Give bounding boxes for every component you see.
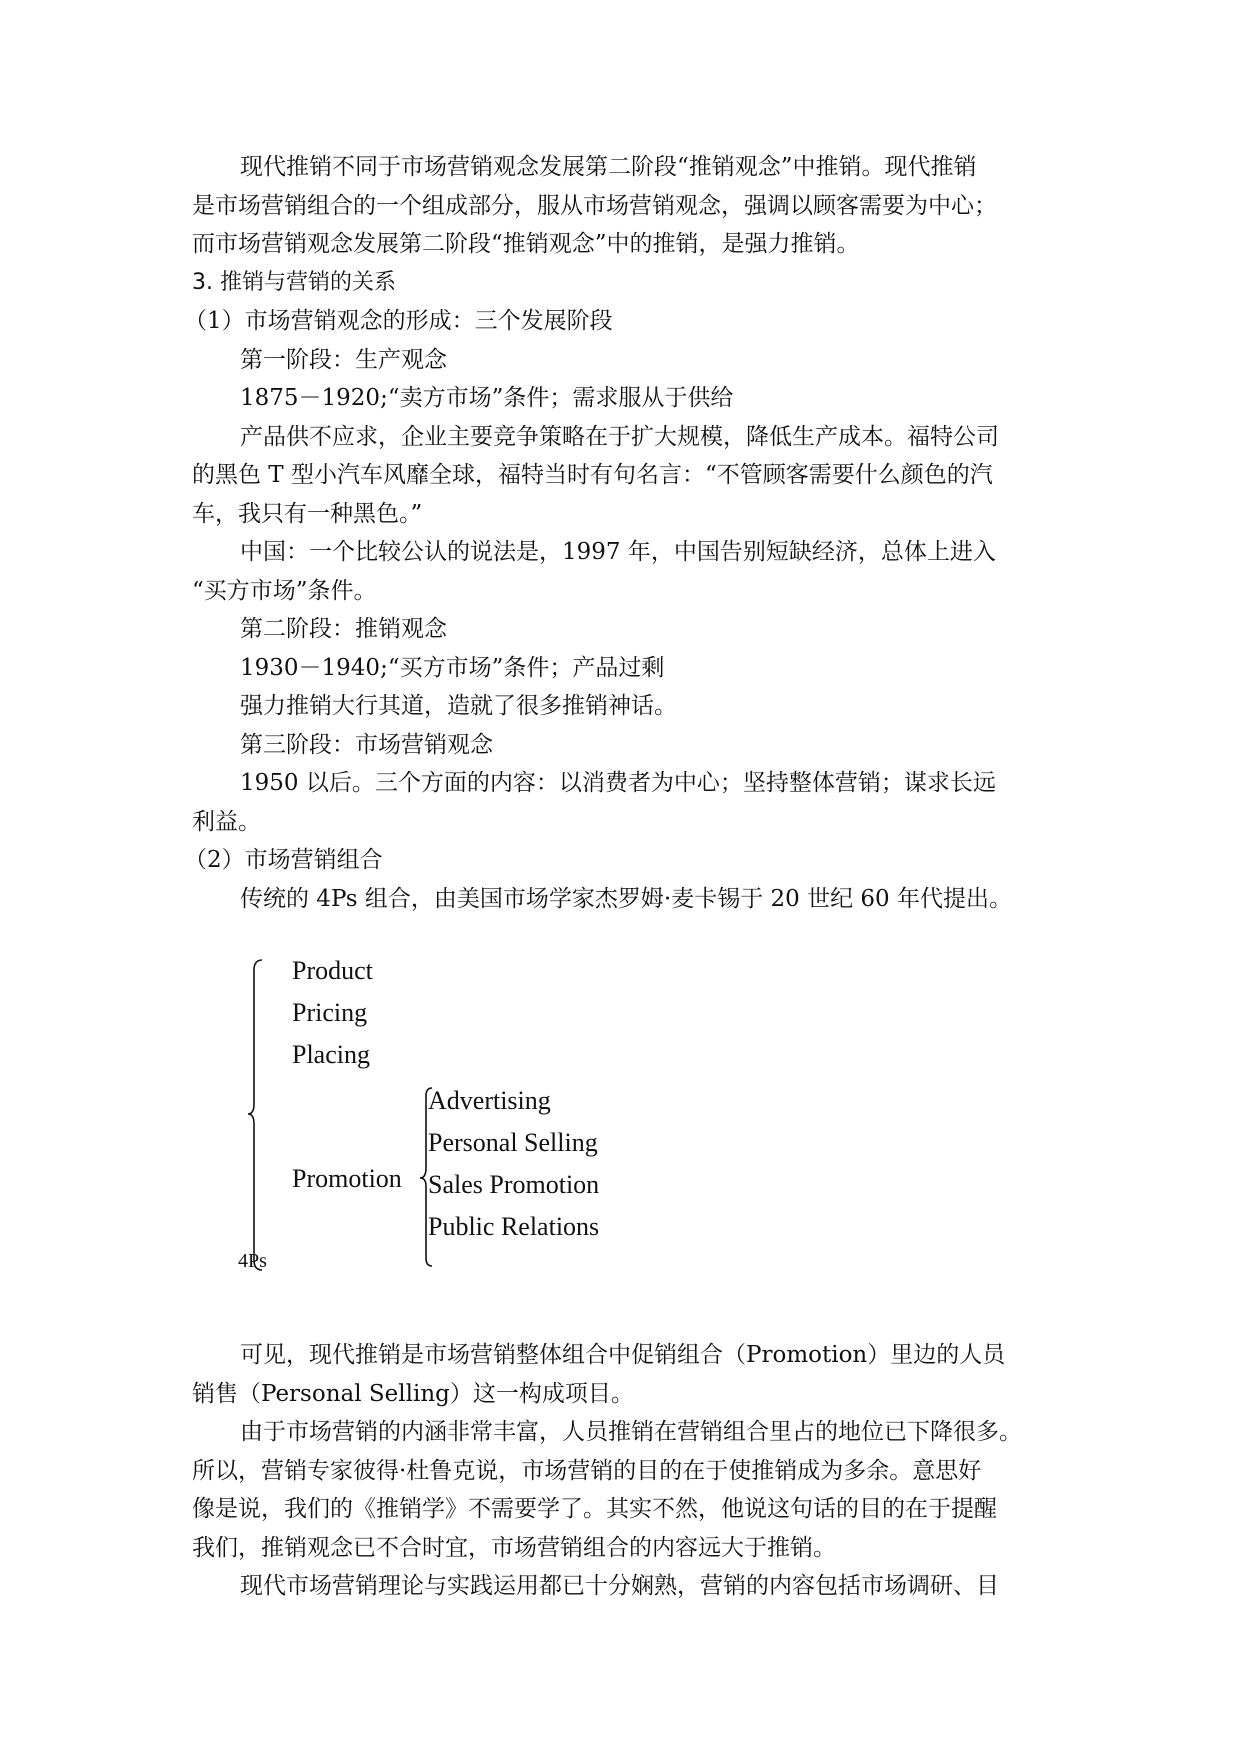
stage2-period: 1930－1940;“买方市场”条件；产品过剩 [240, 654, 665, 681]
promotion-item-advertising: Advertising [428, 1086, 551, 1115]
stage3-desc: 利益。 [192, 808, 261, 835]
stage1-china: 中国：一个比较公认的说法是，1997 年，中国告别短缺经济，总体上进入 [240, 539, 996, 565]
paragraph-line: 我们，推销观念已不合时宜，市场营销组合的内容远大于推销。 [192, 1534, 836, 1561]
stage1-desc: 的黑色 T 型小汽车风靡全球，福特当时有句名言：“不管顾客需要什么颜色的汽 [192, 462, 993, 488]
diagram-root-label: 4Ps [238, 1250, 267, 1272]
promotion-item-sales-promotion: Sales Promotion [428, 1170, 600, 1199]
paragraph-line: 现代推销不同于市场营销观念发展第二阶段“推销观念”中推销。现代推销 [240, 154, 977, 180]
document-body [184, 148, 1060, 1606]
stage1-title: 第一阶段：生产观念 [240, 346, 447, 373]
promotion-item-public-relations: Public Relations [428, 1212, 600, 1241]
subsection-heading: （2）市场营销组合 [184, 847, 383, 873]
diagram-item-pricing: Pricing [292, 998, 368, 1027]
stage1-period: 1875－1920;“卖方市场”条件；需求服从于供给 [240, 385, 734, 411]
fourps-diagram [192, 956, 1060, 1316]
diagram-item-promotion: Promotion [292, 1164, 402, 1193]
paragraph-line: 而市场营销观念发展第二阶段“推销观念”中的推销，是强力推销。 [192, 231, 860, 257]
stage3-title: 第三阶段：市场营销观念 [240, 731, 493, 758]
promotion-item-personal-selling: Personal Selling [428, 1128, 598, 1157]
paragraph-line: 是市场营销组合的一个组成部分，服从市场营销观念，强调以顾客需要为中心； [192, 192, 997, 219]
paragraph-line: 可见，现代推销是市场营销整体组合中促销组合（Promotion）里边的人员 [240, 1342, 1006, 1368]
subsection-heading: （1）市场营销观念的形成：三个发展阶段 [184, 308, 613, 334]
paragraph-line: 所以，营销专家彼得·杜鲁克说，市场营销的目的在于使推销成为多余。意思好 [192, 1457, 982, 1484]
stage1-desc: 产品供不应求，企业主要竞争策略在于扩大规模，降低生产成本。福特公司 [240, 423, 999, 450]
fourps-intro: 传统的 4Ps 组合，由美国市场学家杰罗姆·麦卡锡于 20 世纪 60 年代提出。 [240, 885, 1013, 912]
stage1-china: “买方市场”条件。 [192, 577, 377, 604]
main-brace [246, 956, 266, 1274]
paragraph-line: 销售（Personal Selling）这一构成项目。 [192, 1380, 634, 1407]
stage1-desc: 车，我只有一种黑色。” [192, 500, 423, 527]
paragraph-line: 像是说，我们的《推销学》不需要学了。其实不然，他说这句话的目的在于提醒 [192, 1496, 997, 1522]
stage3-desc: 1950 以后。三个方面的内容：以消费者为中心；坚持整体营销；谋求长远 [240, 770, 996, 796]
stage2-title: 第二阶段：推销观念 [240, 616, 447, 642]
paragraph-line: 现代市场营销理论与实践运用都已十分娴熟，营销的内容包括市场调研、目 [240, 1573, 999, 1599]
paragraph-line: 由于市场营销的内涵非常丰富，人员推销在营销组合里占的地位已下降很多。 [240, 1419, 1022, 1445]
section-heading: 3. 推销与营销的关系 [192, 269, 396, 295]
diagram-item-placing: Placing [292, 1040, 370, 1069]
stage2-desc: 强力推销大行其道，造就了很多推销神话。 [240, 693, 677, 719]
diagram-item-product: Product [292, 956, 373, 985]
